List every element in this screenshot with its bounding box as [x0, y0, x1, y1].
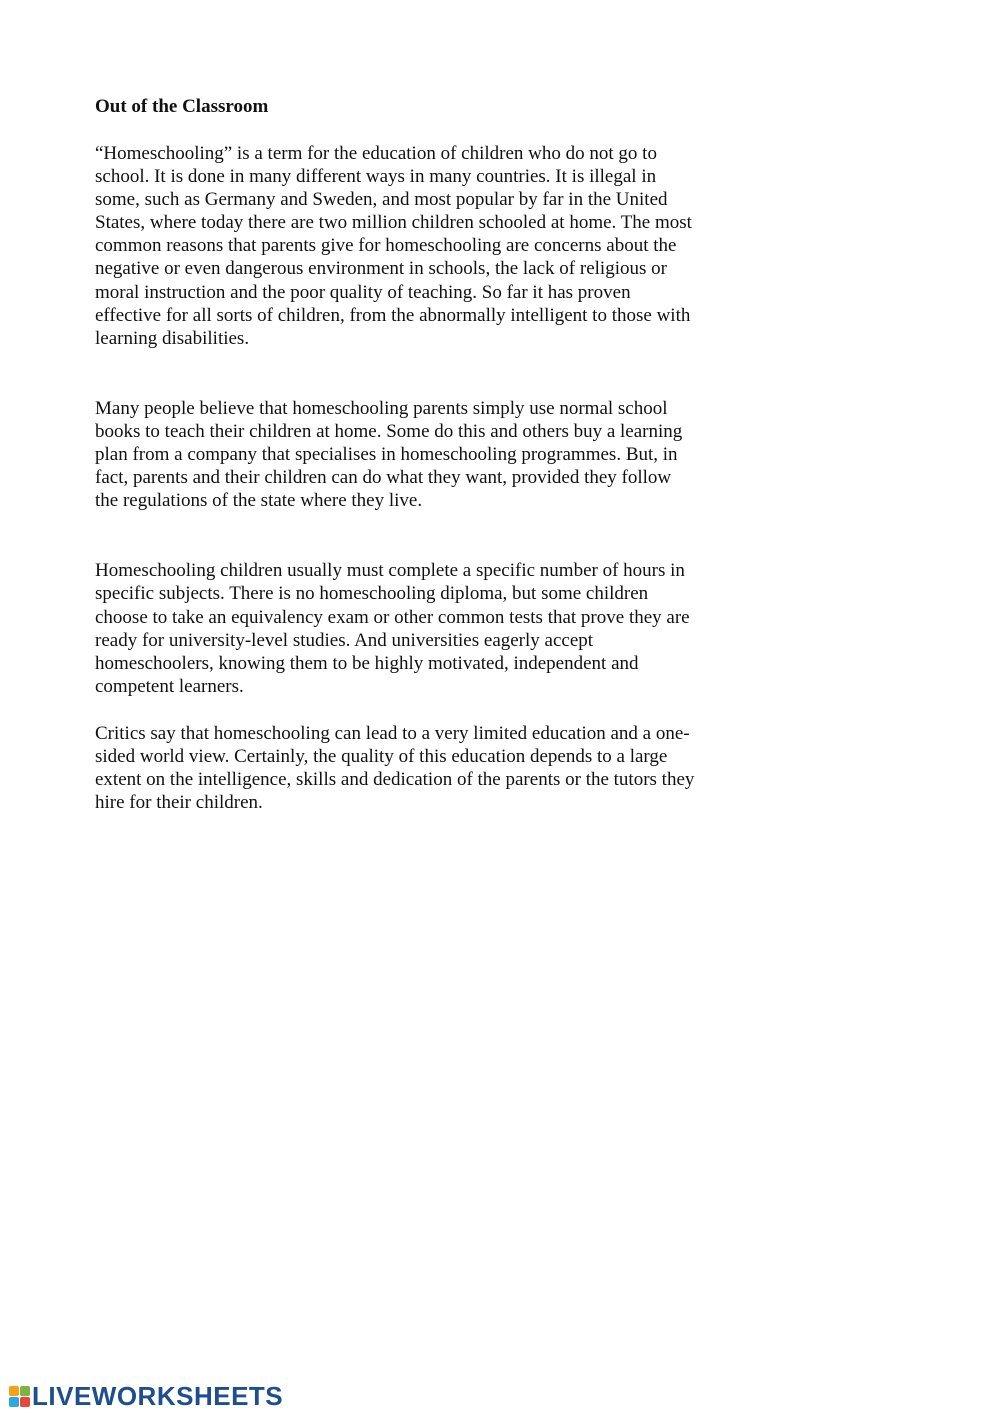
worksheet-page: [95, 95, 695, 814]
logo-mark-square: [9, 1386, 19, 1396]
paragraph-4: Critics say that homeschooling can lead to a very limited education and a one-sided world view. Certainly, the quality of this education depends to a large extent on the intelligence, skills and dedication of the parents or the tutors they hire for their children.: [95, 722, 695, 814]
logo-mark-square: [20, 1386, 30, 1396]
paragraph-3: Homeschooling children usually must complete a specific number of hours in specific subjects. There is no homeschooling diploma, but some children choose to take an equivalency exam or other common tests that prove they are ready for university-level studies. And universities eagerly accept homeschoolers, knowing them to be highly motivated, independent and competent learners.: [95, 560, 690, 697]
logo-text: LIVEWORKSHEETS: [32, 1381, 284, 1411]
paragraph-1: “Homeschooling” is a term for the education of children who do not go to school. It is done in many different ways in many countries. It is illegal in some, such as Germany and Sweden, and most popular by far in the United States, where today there are two million children schooled at home. The most common reasons that parents give for homeschooling are concerns about the negative or even dangerous environment in schools, the lack of religious or moral instruction and the poor quality of teaching. So far it has proven effective for all sorts of children, from the abnormally intelligent to those with learning disabilities.: [95, 143, 692, 349]
paragraph-2: Many people believe that homeschooling parents simply use normal school books to teach their children at home. Some do this and others buy a learning plan from a company that specialises in homeschooling programmes. But, in fact, parents and their children can do what they want, provided they follow the regulations of the state where they live.: [95, 397, 683, 512]
document-title: Out of the Classroom: [95, 96, 269, 117]
liveworksheets-logo-icon: [9, 1386, 30, 1407]
liveworksheets-logo: [9, 1381, 283, 1411]
logo-mark-square: [20, 1397, 30, 1407]
logo-mark-square: [9, 1397, 19, 1407]
